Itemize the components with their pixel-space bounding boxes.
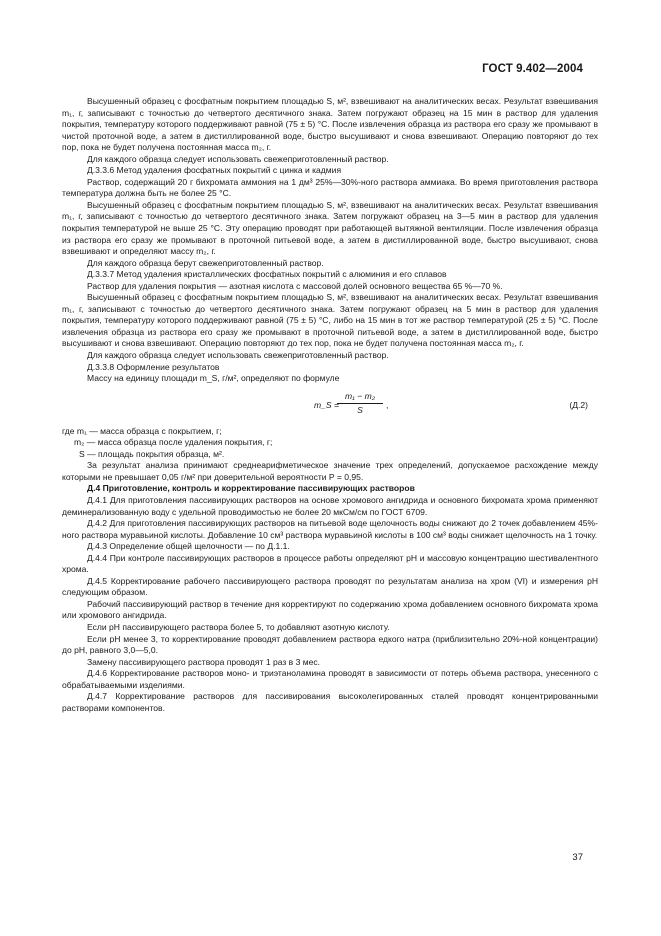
paragraph: За результат анализа принимают среднеарифметическое значение трех определений, допускаемое расхождение между которыми не превышает 0,05 г/м² при доверительной вероятности P = 0,95.: [62, 460, 598, 482]
formula-fraction: [337, 391, 383, 417]
paragraph: Высушенный образец с фосфатным покрытием площадью S, м², взвешивают на аналитических весах. Результат взвешивания m₁, г, записывают с точностью до четвертого десятичного знака. Затем погружают образец на 5 мин в раствор для удаления покрытия, температуру которого поддерживают равной (75 ± 5) °С, либо на 15 мин в тот же раствор температурой (25 ± 5) °С. После извлечения образца из раствора его сразу же промывают в проточной питьевой воде, а затем в дистиллированной воде, быстро высушивают и снова взвешивают. Операцию повторяют до тех пор, пока не будет получена постоянная масса m₂, г.: [62, 292, 598, 349]
subsection-title: Д.3.3.8 Оформление результатов: [87, 361, 220, 372]
document-body: [62, 96, 598, 714]
paragraph: Если pH менее 3, то корректирование проводят добавлением раствора едкого натра (приблизительно 20%-ной концентрации) до pH, равного 3,0—5,0.: [62, 633, 598, 656]
paragraph: Раствор для удаления покрытия — азотная кислота с массовой долей основного вещества 65 %—70 %.: [87, 280, 503, 291]
paragraph: Раствор, содержащий 20 г бихромата аммония на 1 дм³ 25%—30%-ного раствора аммиака. Во время приготовления раствора температура должна быть не более 25 °С.: [62, 176, 598, 199]
paragraph: Если pH пассивирующего раствора более 5, то добавляют азотную кислоту.: [87, 621, 390, 632]
paragraph: Д.4.5 Корректирование рабочего пассивирующего раствора проводят по результатам анализа на хром (VI) и измерения pH следующим образом.: [62, 575, 598, 598]
paragraph: Для каждого образца следует использовать свежеприготовленный раствор.: [87, 350, 389, 361]
formula-denominator: S: [357, 405, 363, 416]
variable-definitions: [62, 426, 598, 461]
document-code-header: ГОСТ 9.402—2004: [482, 63, 583, 75]
paragraph: Д.4.6 Корректирование растворов моно- и триэтаноламина проводят в зависимости от потерь объема раствора, унесенного с обрабатываемыми изделиями.: [62, 668, 598, 690]
variable-definition: S — площадь покрытия образца, м².: [79, 448, 225, 459]
variable-definition: m₂ — масса образца после удаления покрытия, г;: [74, 437, 273, 448]
paragraph: Для каждого образца берут свежеприготовленный раствор.: [87, 257, 324, 268]
paragraph: Д.4.4 При контроле пассивирующих растворов в процессе работы определяют pH и массовую концентрацию шестивалентного хрома.: [62, 552, 598, 575]
paragraph: Д.4.1 Для приготовления пассивирующих растворов на основе хромового ангидрида и основного бихромата хрома применяют деминерализованную воду с удельной проводимостью не более 20 мкСм/см по ГОСТ 6709.: [62, 494, 598, 517]
subsection-title: Д.3.3.7 Метод удаления кристаллических фосфатных покрытий с алюминия и его сплавов: [87, 269, 447, 280]
paragraph: Д.4.7 Корректирование растворов для пассивирования высоколегированных сталей проводят концентрированными растворами компонентов.: [62, 691, 598, 713]
variable-definition: где m₁ — масса образца с покрытием, г;: [62, 425, 222, 436]
paragraph: Высушенный образец с фосфатным покрытием площадью S, м², взвешивают на аналитических весах. Результат взвешивания m₁, г, записывают с точностью до четвертого десятичного знака. Затем погружают образец на 15 мин в раствор для удаления покрытия, температуру которого поддерживают равной (75 ± 5) °С. После извлечения образца из раствора его сразу же промывают в чистой проточной воде, а затем в дистиллированной воде, быстро высушивают и снова взвешивают. Операцию повторяют до тех пор, пока не будет получена постоянная масса m₂, г.: [62, 96, 598, 153]
paragraph: Для каждого образца следует использовать свежеприготовленный раствор.: [87, 153, 389, 164]
subsection-title: Д.3.3.6 Метод удаления фосфатных покрытий с цинка и кадмия: [87, 165, 342, 176]
formula-lhs: m_S =: [314, 399, 339, 410]
paragraph: Д.4.3 Определение общей щелочности — по Д.1.1.: [87, 541, 290, 552]
section-heading: Д.4 Приготовление, контроль и корректирование пассивирующих растворов: [87, 483, 415, 494]
paragraph: Высушенный образец с фосфатным покрытием площадью S, м², взвешивают на аналитических весах. Результат взвешивания m₁, г, записывают с точностью до четвертого десятичного знака. Затем погружают образец на 3—5 мин в раствор для удаления покрытия температурой не выше 25 °С. Эту операцию проводят при работающей вытяжной вентиляции. После извлечения образца из раствора его сразу же промывают в проточной питьевой воде, а затем в дистиллированной воде, быстро высушивают, снова взвешивают и определяют массу m₂, г.: [62, 199, 598, 257]
paragraph: Замену пассивирующего раствора проводят 1 раз в 3 мес.: [87, 656, 320, 667]
paragraph: Рабочий пассивирующий раствор в течение дня корректируют по содержанию хрома добавлением основного бихромата хрома или хромового ангидрида.: [62, 598, 598, 621]
page-number: 37: [572, 852, 583, 863]
formula-d2: [62, 391, 598, 419]
formula-numerator: m₁ − m₂: [337, 391, 383, 405]
paragraph: Массу на единицу площади m_S, г/м², определяют по формуле: [87, 373, 340, 384]
paragraph: Д.4.2 Для приготовления пассивирующих растворов на питьевой воде щелочность воды снижают до 2 точек добавлением 45%-ного раствора муравьиной кислоты. Добавление 10 см³ раствора муравьиной кислоты в 100 см³ воды снижает щелочность на 1 точку.: [62, 518, 598, 540]
formula-number: (Д.2): [569, 399, 588, 410]
formula-comma: ,: [386, 399, 389, 410]
